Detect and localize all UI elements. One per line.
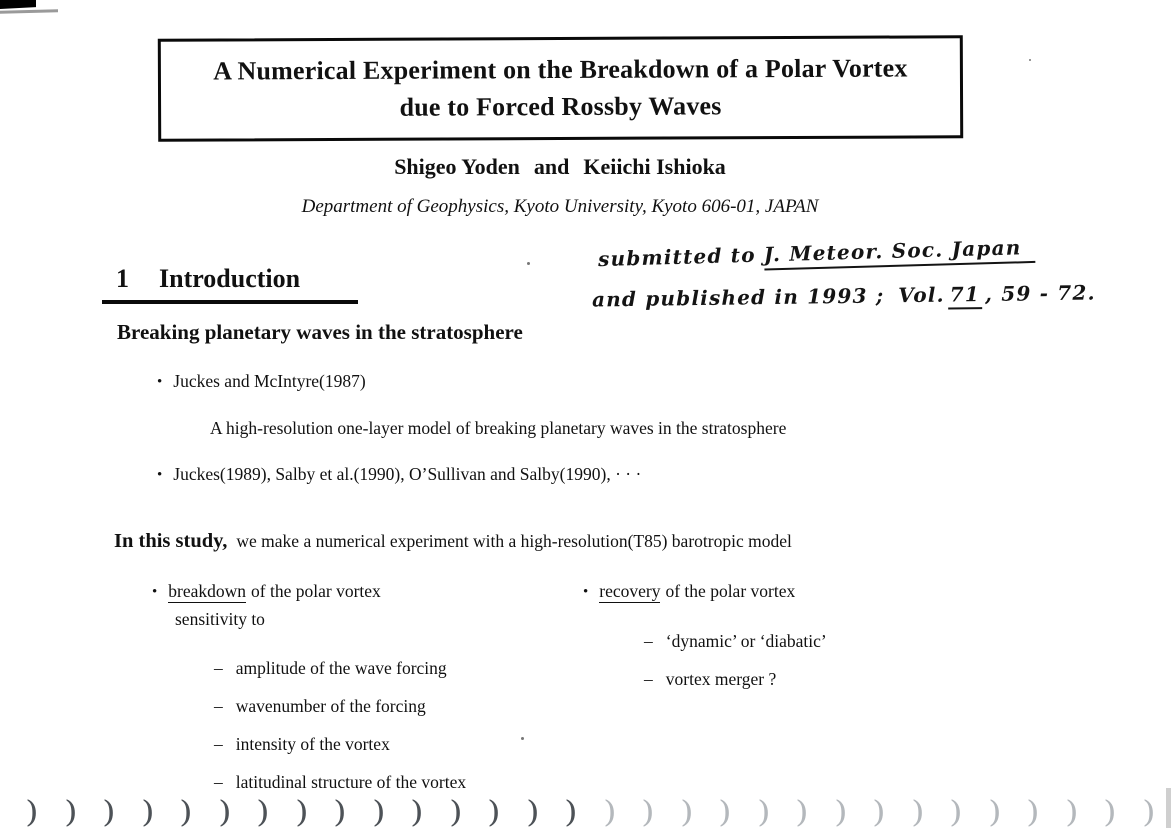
study-lead: In this study, bbox=[114, 530, 228, 552]
dash-icon: – bbox=[214, 658, 223, 678]
binding-ring-icon: ) bbox=[679, 795, 694, 830]
dash-icon: – bbox=[214, 696, 223, 716]
handwritten-journal-name: J. Meteor. Soc. Japan bbox=[764, 235, 1036, 271]
binding-marks bbox=[0, 794, 1171, 828]
dash-icon: – bbox=[644, 669, 653, 689]
binding-ring-icon: ) bbox=[217, 795, 232, 830]
binding-ring-icon: ) bbox=[448, 795, 463, 830]
bullet-breakdown bbox=[152, 581, 381, 602]
dash-icon: – bbox=[644, 631, 653, 651]
scan-speck bbox=[1029, 59, 1031, 61]
binding-ring-icon: ) bbox=[371, 795, 386, 830]
paper-title-line2: due to Forced Rossby Waves bbox=[399, 91, 722, 122]
section-heading-underline bbox=[102, 300, 358, 304]
list-item-amplitude-text: amplitude of the wave forcing bbox=[235, 658, 447, 678]
binding-ring-icon: ) bbox=[949, 795, 963, 830]
breakdown-rest: of the polar vortex bbox=[251, 581, 381, 601]
affiliation-line: Department of Geophysics, Kyoto University, Kyoto 606-01, JAPAN bbox=[301, 196, 819, 217]
binding-ring-icon: ) bbox=[641, 795, 655, 830]
recovery-rest: of the polar vortex bbox=[665, 581, 796, 601]
scan-corner-mark-tail bbox=[0, 9, 58, 14]
bullet-icon: • bbox=[583, 584, 589, 600]
binding-ring-icon: ) bbox=[487, 795, 501, 830]
binding-ring-icon: ) bbox=[756, 795, 771, 830]
bullet-juckes-mcintyre bbox=[157, 371, 366, 392]
binding-ring-icon: ) bbox=[140, 795, 155, 830]
binding-ring-icon: ) bbox=[1026, 795, 1041, 830]
list-item-dynamic-diabatic bbox=[644, 631, 827, 652]
handwritten-vol-label: Vol. bbox=[898, 282, 945, 308]
binding-ring-icon: ) bbox=[1103, 795, 1118, 830]
bullet-juckes-salby bbox=[157, 464, 641, 485]
binding-ring-icon: ) bbox=[294, 795, 309, 830]
bullet-recovery bbox=[583, 581, 795, 602]
bullet-icon: • bbox=[152, 584, 158, 600]
binding-ring-icon: ) bbox=[988, 795, 1002, 830]
list-item-intensity bbox=[214, 734, 390, 755]
binding-ring-icon: ) bbox=[25, 795, 39, 830]
binding-ring-icon: ) bbox=[602, 795, 617, 830]
bullet-juckes-salby-text: Juckes(1989), Salby et al.(1990), O’Sullivan and Salby(1990), · · · bbox=[173, 464, 642, 484]
binding-ring-icon: ) bbox=[179, 795, 193, 830]
sensitivity-subline: sensitivity to bbox=[175, 609, 265, 629]
list-item-wavenumber-text: wavenumber of the forcing bbox=[235, 696, 426, 716]
binding-ring-icon: ) bbox=[872, 795, 886, 830]
list-item-latitudinal bbox=[214, 772, 466, 793]
section-title: Introduction bbox=[159, 264, 301, 293]
paper-title-line1: A Numerical Experiment on the Breakdown of a Polar Vortex bbox=[213, 53, 908, 86]
handwritten-submitted-to: submitted to bbox=[597, 242, 757, 272]
dash-icon: – bbox=[214, 734, 223, 754]
binding-ring-icon: ) bbox=[63, 795, 78, 830]
handwritten-vol-number: 71 bbox=[948, 282, 983, 309]
bullet-icon: • bbox=[157, 374, 163, 390]
study-statement bbox=[114, 530, 792, 553]
list-item-amplitude bbox=[214, 658, 447, 679]
binding-ring-icon: ) bbox=[102, 795, 116, 830]
binding-ring-icon: ) bbox=[333, 795, 347, 830]
title-box bbox=[158, 35, 963, 142]
handwritten-pages: , 59 - 72. bbox=[984, 280, 1096, 307]
binding-ring-icon: ) bbox=[256, 795, 270, 830]
list-item-wavenumber bbox=[214, 696, 426, 717]
scan-speck bbox=[521, 737, 524, 740]
binding-ring-icon: ) bbox=[833, 795, 848, 830]
binding-ring-icon: ) bbox=[1065, 795, 1079, 830]
keyword-recovery: recovery bbox=[599, 581, 661, 601]
authors-line bbox=[160, 154, 960, 180]
author-1: Shigeo Yoden bbox=[394, 154, 520, 179]
handwritten-note-line2 bbox=[592, 280, 1096, 311]
bullet-juckes-mcintyre-text: Juckes and McIntyre(1987) bbox=[173, 371, 366, 391]
section-heading bbox=[116, 264, 300, 294]
note-high-resolution-model: A high-resolution one-layer model of breaking planetary waves in the stratosphere bbox=[210, 418, 787, 438]
bullet-icon: • bbox=[157, 467, 163, 483]
binding-ring-icon: ) bbox=[910, 795, 925, 830]
binding-ring-icon: ) bbox=[410, 795, 424, 830]
binding-ring-icon: ) bbox=[1142, 795, 1156, 830]
list-item-dynamic-diabatic-text: ‘dynamic’ or ‘diabatic’ bbox=[665, 631, 827, 651]
study-rest: we make a numerical experiment with a high-resolution(T85) barotropic model bbox=[236, 531, 792, 551]
binding-ring-icon: ) bbox=[795, 795, 809, 830]
section-number: 1 bbox=[116, 264, 129, 293]
list-item-vortex-merger-text: vortex merger ? bbox=[665, 669, 777, 689]
authors-separator: and bbox=[533, 154, 570, 179]
binding-ring-icon: ) bbox=[525, 795, 540, 830]
scan-corner-mark bbox=[0, 0, 36, 9]
list-item-vortex-merger bbox=[644, 669, 776, 690]
subheading-breaking-waves: Breaking planetary waves in the stratosphere bbox=[117, 320, 523, 344]
list-item-intensity-text: intensity of the vortex bbox=[235, 734, 390, 754]
dash-icon: – bbox=[214, 772, 223, 792]
author-2: Keiichi Ishioka bbox=[583, 154, 726, 179]
handwritten-note-line1 bbox=[598, 235, 1036, 271]
handwritten-published: and published in 1993 ; bbox=[591, 283, 885, 312]
scan-speck bbox=[527, 262, 530, 265]
keyword-breakdown: breakdown bbox=[168, 581, 247, 601]
binding-ring-icon: ) bbox=[718, 795, 732, 830]
list-item-latitudinal-text: latitudinal structure of the vortex bbox=[235, 772, 467, 792]
binding-ring-icon: ) bbox=[564, 795, 578, 830]
